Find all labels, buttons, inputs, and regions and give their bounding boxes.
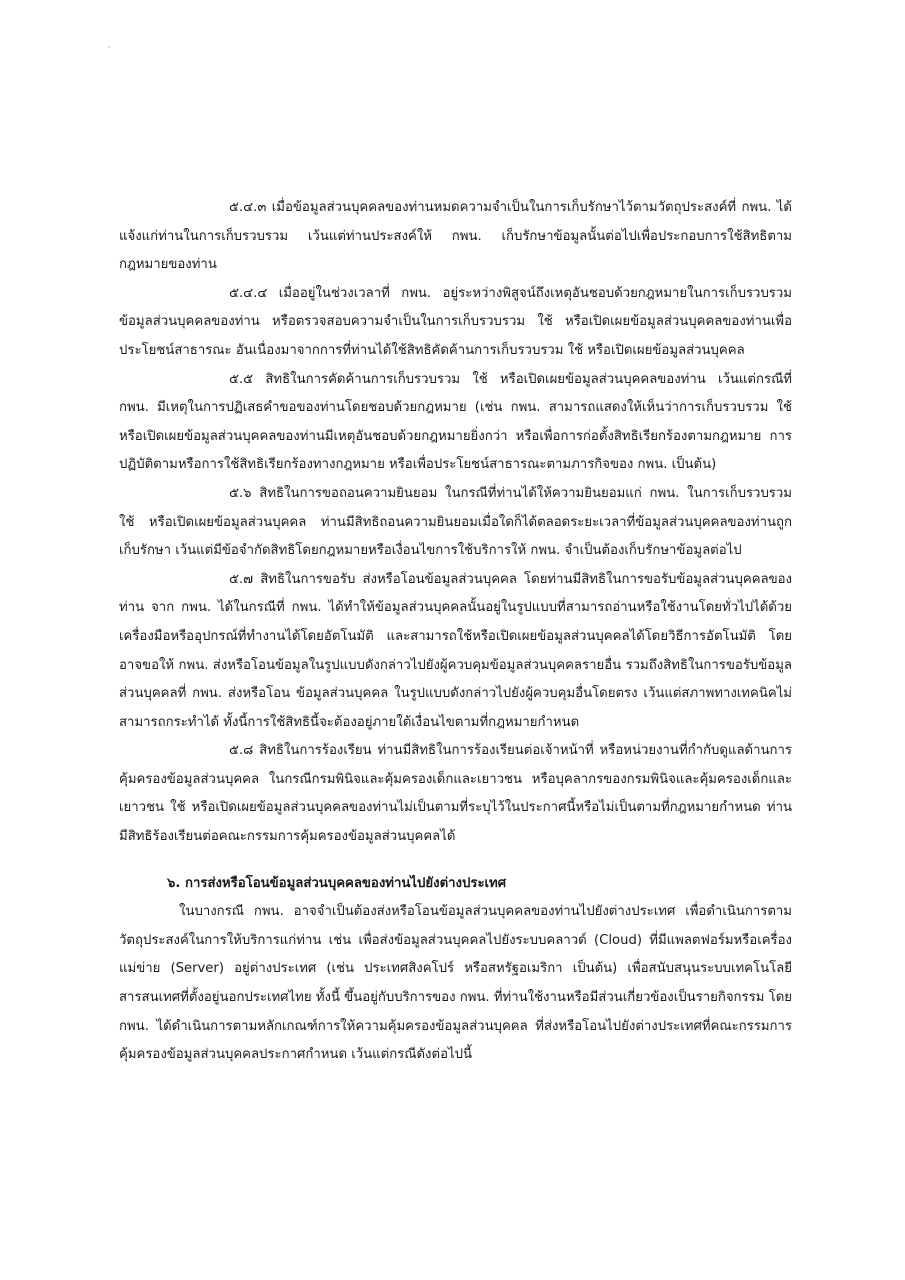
paragraph-5-5: ๕.๕ สิทธิในการคัดค้านการเก็บรวบรวม ใช้ หรือเปิดเผยข้อมูลส่วนบุคคลของท่าน เว้นแต่กรณีที่ กพน. มีเหตุในการปฏิเสธคำขอของท่านโดยชอบด้วยกฎหมาย (เช่น กพน. สามารถแสดงให้เห็นว่าการเก็บรวบรวม ใช้ หรือเปิดเผยข้อมูลส่วนบุคคลของท่านมีเหตุอันชอบด้วยกฎหมายยิ่งกว่า หรือเพื่อการก่อตั้งสิทธิเรียกร้องตามกฎหมาย การปฏิบัติตามหรือการใช้สิทธิเรียกร้องทางกฎหมาย หรือเพื่อประโยชน์สาธารณะตามภารกิจของ กพน. เป็นต้น) (119, 371, 792, 473)
section-6-body: ในบางกรณี กพน. อาจจำเป็นต้องส่งหรือโอนข้อมูลส่วนบุคคลของท่านไปยังต่างประเทศ เพื่อดำเนินการตามวัตถุประสงค์ในการให้บริการแก่ท่าน เช่น เพื่อส่งข้อมูลส่วนบุคคลไปยังระบบคลาวด์ (Cloud) ที่มีแพลตฟอร์มหรือเครื่องแม่ข่าย (Server) อยู่ต่างประเทศ (เช่น ประเทศสิงคโปร์ หรือสหรัฐอเมริกา เป็นต้น) เพื่อสนับสนุนระบบเทคโนโลยีสารสนเทศที่ตั้งอยู่นอกประเทศไทย ทั้งนี้ ขึ้นอยู่กับบริการของ กพน. ที่ท่านใช้งานหรือมีส่วนเกี่ยวข้องเป็นรายกิจกรรม โดย กพน. ได้ดำเนินการตามหลักเกณฑ์การให้ความคุ้มครองข้อมูลส่วนบุคคล ที่ส่งหรือโอนไปยังต่างประเทศที่คณะกรรมการคุ้มครองข้อมูลส่วนบุคคลประกาศกำหนด เว้นแต่กรณีดังต่อไปนี้ (119, 904, 792, 1063)
paragraph-5-8: ๕.๘ สิทธิในการร้องเรียน ท่านมีสิทธิในการร้องเรียนต่อเจ้าหน้าที่ หรือหน่วยงานที่กำกับดูแลด้านการคุ้มครองข้อมูลส่วนบุคคล ในกรณีกรมพินิจและคุ้มครองเด็กและเยาวชน หรือบุคลากรของกรมพินิจและคุ้มครองเด็กและเยาวชน ใช้ หรือเปิดเผยข้อมูลส่วนบุคคลของท่านไม่เป็นตามที่ระบุไว้ในประกาศนี้หรือไม่เป็นตามที่กฎหมายกำหนด ท่านมีสิทธิร้องเรียนต่อคณะกรรมการคุ้มครองข้อมูลส่วนบุคคลได้ (119, 743, 792, 845)
paragraph-5-4-3: ๕.๔.๓ เมื่อข้อมูลส่วนบุคคลของท่านหมดความจำเป็นในการเก็บรักษาไว้ตามวัตถุประสงค์ที่ กพน. ได้แจ้งแก่ท่านในการเก็บรวบรวม เว้นแต่ท่านประสงค์ให้ กพน. เก็บรักษาข้อมูลนั้นต่อไปเพื่อประกอบการใช้สิทธิตามกฎหมายของท่าน (119, 200, 792, 273)
scan-speck (108, 46, 110, 48)
paragraph-5-6: ๕.๖ สิทธิในการขอถอนความยินยอม ในกรณีที่ท่านได้ให้ความยินยอมแก่ กพน. ในการเก็บรวบรวม ใช้ หรือเปิดเผยข้อมูลส่วนบุคคล ท่านมีสิทธิถอนความยินยอมเมื่อใดก็ได้ตลอดระยะเวลาที่ข้อมูลส่วนบุคคลของท่านถูกเก็บรักษา เว้นแต่มีข้อจำกัดสิทธิโดยกฎหมายหรือเงื่อนไขการใช้บริการให้ กพน. จำเป็นต้องเก็บรักษาข้อมูลต่อไป (119, 485, 792, 559)
paragraph-5-4-4: ๕.๔.๔ เมื่ออยู่ในช่วงเวลาที่ กพน. อยู่ระหว่างพิสูจน์ถึงเหตุอันชอบด้วยกฎหมายในการเก็บรวบรวมข้อมูลส่วนบุคคลของท่าน หรือตรวจสอบความจำเป็นในการเก็บรวบรวม ใช้ หรือเปิดเผยข้อมูลส่วนบุคคลของท่านเพื่อประโยชน์สาธารณะ อันเนื่องมาจากการที่ท่านได้ใช้สิทธิคัดค้านการเก็บรวบรวม ใช้ หรือเปิดเผยข้อมูลส่วนบุคคล (119, 285, 792, 358)
section-6-heading: ๖. การส่งหรือโอนข้อมูลส่วนบุคคลของท่านไปยังต่างประเทศ (167, 875, 507, 891)
document-body (119, 194, 792, 1070)
paragraph-5-7: ๕.๗ สิทธิในการขอรับ ส่งหรือโอนข้อมูลส่วนบุคคล โดยท่านมีสิทธิในการขอรับข้อมูลส่วนบุคคลของท่าน จาก กพน. ได้ในกรณีที่ กพน. ได้ทำให้ข้อมูลส่วนบุคคลนั้นอยู่ในรูปแบบที่สามารถอ่านหรือใช้งานโดยทั่วไปได้ด้วยเครื่องมือหรืออุปกรณ์ที่ทำงานได้โดยอัตโนมัติ และสามารถใช้หรือเปิดเผยข้อมูลส่วนบุคคลได้โดยวิธีการอัตโนมัติ โดยอาจขอให้ กพน. ส่งหรือโอนข้อมูลในรูปแบบดังกล่าวไปยังผู้ควบคุมข้อมูลส่วนบุคคลรายอื่น รวมถึงสิทธิในการขอรับข้อมูลส่วนบุคคลที่ กพน. ส่งหรือโอน ข้อมูลส่วนบุคคล ในรูปแบบดังกล่าวไปยังผู้ควบคุมอื่นโดยตรง เว้นแต่สภาพทางเทคนิคไม่สามารถกระทำได้ ทั้งนี้การใช้สิทธินี้จะต้องอยู่ภายใต้เงื่อนไขตามที่กฎหมายกำหนด (119, 571, 792, 730)
